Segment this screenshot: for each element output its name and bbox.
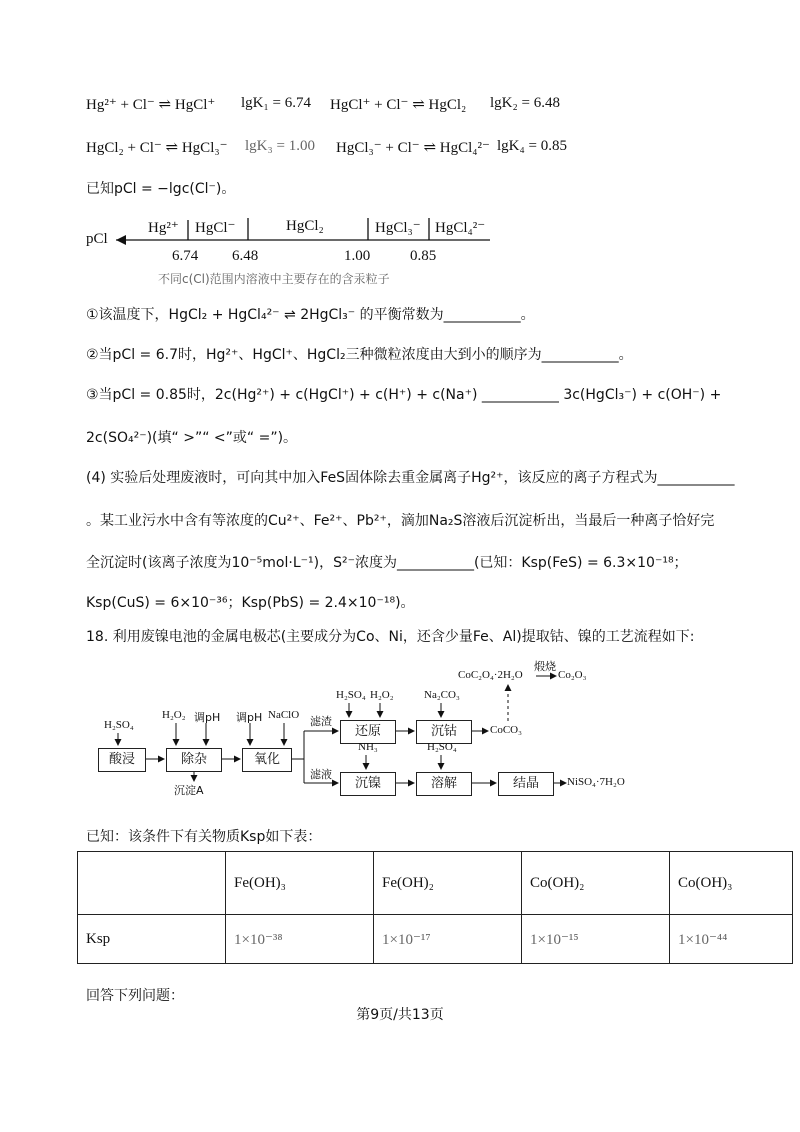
box-crystallize: 结晶 [498,772,554,796]
equation-1: Hg²⁺ + Cl⁻ ⇌ HgCl⁺ [86,97,216,113]
reagent-adjust-ph-2: 调pH [236,711,263,724]
table-row-label: Ksp [78,915,226,964]
table-cell-cooh2: 1×10⁻¹⁵ [522,915,670,964]
chart-axis-label: pCl [86,231,108,247]
pcl-definition: 已知pCl = −lgc(Cl⁻)。 [86,181,236,197]
label-coco3: CoCO₃ [490,724,522,736]
table-header-cooh3: Co(OH)₃ [670,852,793,915]
box-reduce: 还原 [340,720,396,744]
answer-prompt: 回答下列问题： [86,988,184,1004]
chart-species-1: Hg²⁺ [148,220,179,236]
box-oxidize: 氧化 [242,748,292,772]
reagent-h2o2-reduce: H₂O₂ [370,689,394,701]
lgk1-value: lgK₁ = 6.74 [241,95,311,111]
chart-tick-2: 6.48 [232,248,259,264]
table-header-empty [78,852,226,915]
question-18-stem: 18. 利用废镍电池的金属电极芯(主要成分为Co、Ni，还含少量Fe、Al)提取钴、镍的工艺流程如下: [86,629,695,645]
chart-species-5: HgCl₄²⁻ [435,220,486,236]
chart-tick-4: 0.85 [410,248,437,264]
chart-tick-1: 6.74 [172,248,199,264]
question-3-line-2: 2c(SO₄²⁻)(填“ >”“ <”或“ =”)。 [86,430,298,446]
label-calcine: 煅烧 [534,660,556,673]
question-2: ②当pCl = 6.7时，Hg²⁺、HgCl⁺、HgCl₂三种微粒浓度由大到小的顺序为___________。 [86,347,633,363]
chart-tick-3: 1.00 [344,248,371,264]
question-4-line-3: 全沉淀时(该离子浓度为10⁻⁵mol·L⁻¹)，S²⁻浓度为___________(已知：Ksp(FeS) = 6.3×10⁻¹⁸； [86,555,688,571]
chart-species-3: HgCl₂ [286,218,324,234]
equation-2: HgCl⁺ + Cl⁻ ⇌ HgCl₂ [330,97,467,113]
lgk4-value: lgK₄ = 0.85 [497,138,567,154]
label-precipitate-a: 沉淀A [174,784,204,797]
reagent-h2so4-dissolve: H₂SO₄ [427,741,457,753]
label-filtrate: 滤液 [310,768,332,781]
table-row-ksp [78,915,793,964]
reagent-na2co3: Na₂CO₃ [424,689,460,701]
lgk2-value: lgK₂ = 6.48 [490,95,560,111]
table-cell-cooh3: 1×10⁻⁴⁴ [670,915,793,964]
chart-species-4: HgCl₃⁻ [375,220,421,236]
equation-3: HgCl₂ + Cl⁻ ⇌ HgCl₃⁻ [86,140,228,156]
question-4-line-1: (4) 实验后处理废液时，可向其中加入FeS固体除去重金属离子Hg²⁺，该反应的离子方程式为___________ [86,470,735,486]
label-co2o3: Co₂O₃ [558,669,587,681]
label-residue: 滤渣 [310,715,332,728]
reagent-h2so4-reduce: H₂SO₄ [336,689,366,701]
ksp-table [77,851,793,964]
label-cobalt-oxalate: CoC₂O₄·2H₂O [458,669,523,681]
table-header-cooh2: Co(OH)₂ [522,852,670,915]
box-cobalt-precip: 沉钴 [416,720,472,744]
reagent-h2o2-remove: H₂O₂ [162,709,186,721]
box-remove-impurity: 除杂 [166,748,222,772]
box-dissolve: 溶解 [416,772,472,796]
reagent-adjust-ph-1: 调pH [194,711,221,724]
box-acid-leach: 酸浸 [98,748,146,772]
question-4-line-4: Ksp(CuS) = 6×10⁻³⁶；Ksp(PbS) = 2.4×10⁻¹⁸)。 [86,595,415,611]
reagent-h2so4-acid: H₂SO₄ [104,719,134,731]
chart-species-2: HgCl⁻ [195,220,236,236]
table-header-row [78,852,793,915]
table-intro: 已知：该条件下有关物质Ksp如下表： [86,829,322,845]
process-flowchart [90,655,710,805]
equation-4: HgCl₃⁻ + Cl⁻ ⇌ HgCl₄²⁻ [336,140,490,156]
reagent-nh3: NH₃ [358,741,378,753]
question-4-line-2: 。某工业污水中含有等浓度的Cu²⁺、Fe²⁺、Pb²⁺，滴加Na₂S溶液后沉淀析出，当最后一种离子恰好完 [86,513,715,529]
reagent-naclo: NaClO [268,709,300,721]
lgk3-value: lgK₃ = 1.00 [245,138,315,154]
page-footer: 第9页/共13页 [356,1007,444,1023]
label-niso4-product: NiSO₄·7H₂O [567,776,625,788]
table-header-feoh2: Fe(OH)₂ [374,852,522,915]
chart-axis-arrow [116,235,126,245]
question-1: ①该温度下，HgCl₂ + HgCl₄²⁻ ⇌ 2HgCl₃⁻ 的平衡常数为___________。 [86,307,535,323]
table-cell-feoh2: 1×10⁻¹⁷ [374,915,522,964]
species-chart [80,212,500,292]
table-cell-feoh3: 1×10⁻³⁸ [226,915,374,964]
chart-caption: 不同c(Cl)范围内溶液中主要存在的含汞粒子 [158,272,390,286]
table-header-feoh3: Fe(OH)₃ [226,852,374,915]
question-3-line-1: ③当pCl = 0.85时，2c(Hg²⁺) + c(HgCl⁺) + c(H⁺) + c(Na⁺) ___________ 3c(HgCl₃⁻) + c(OH⁻) + [86,387,722,403]
box-nickel-precip: 沉镍 [340,772,396,796]
